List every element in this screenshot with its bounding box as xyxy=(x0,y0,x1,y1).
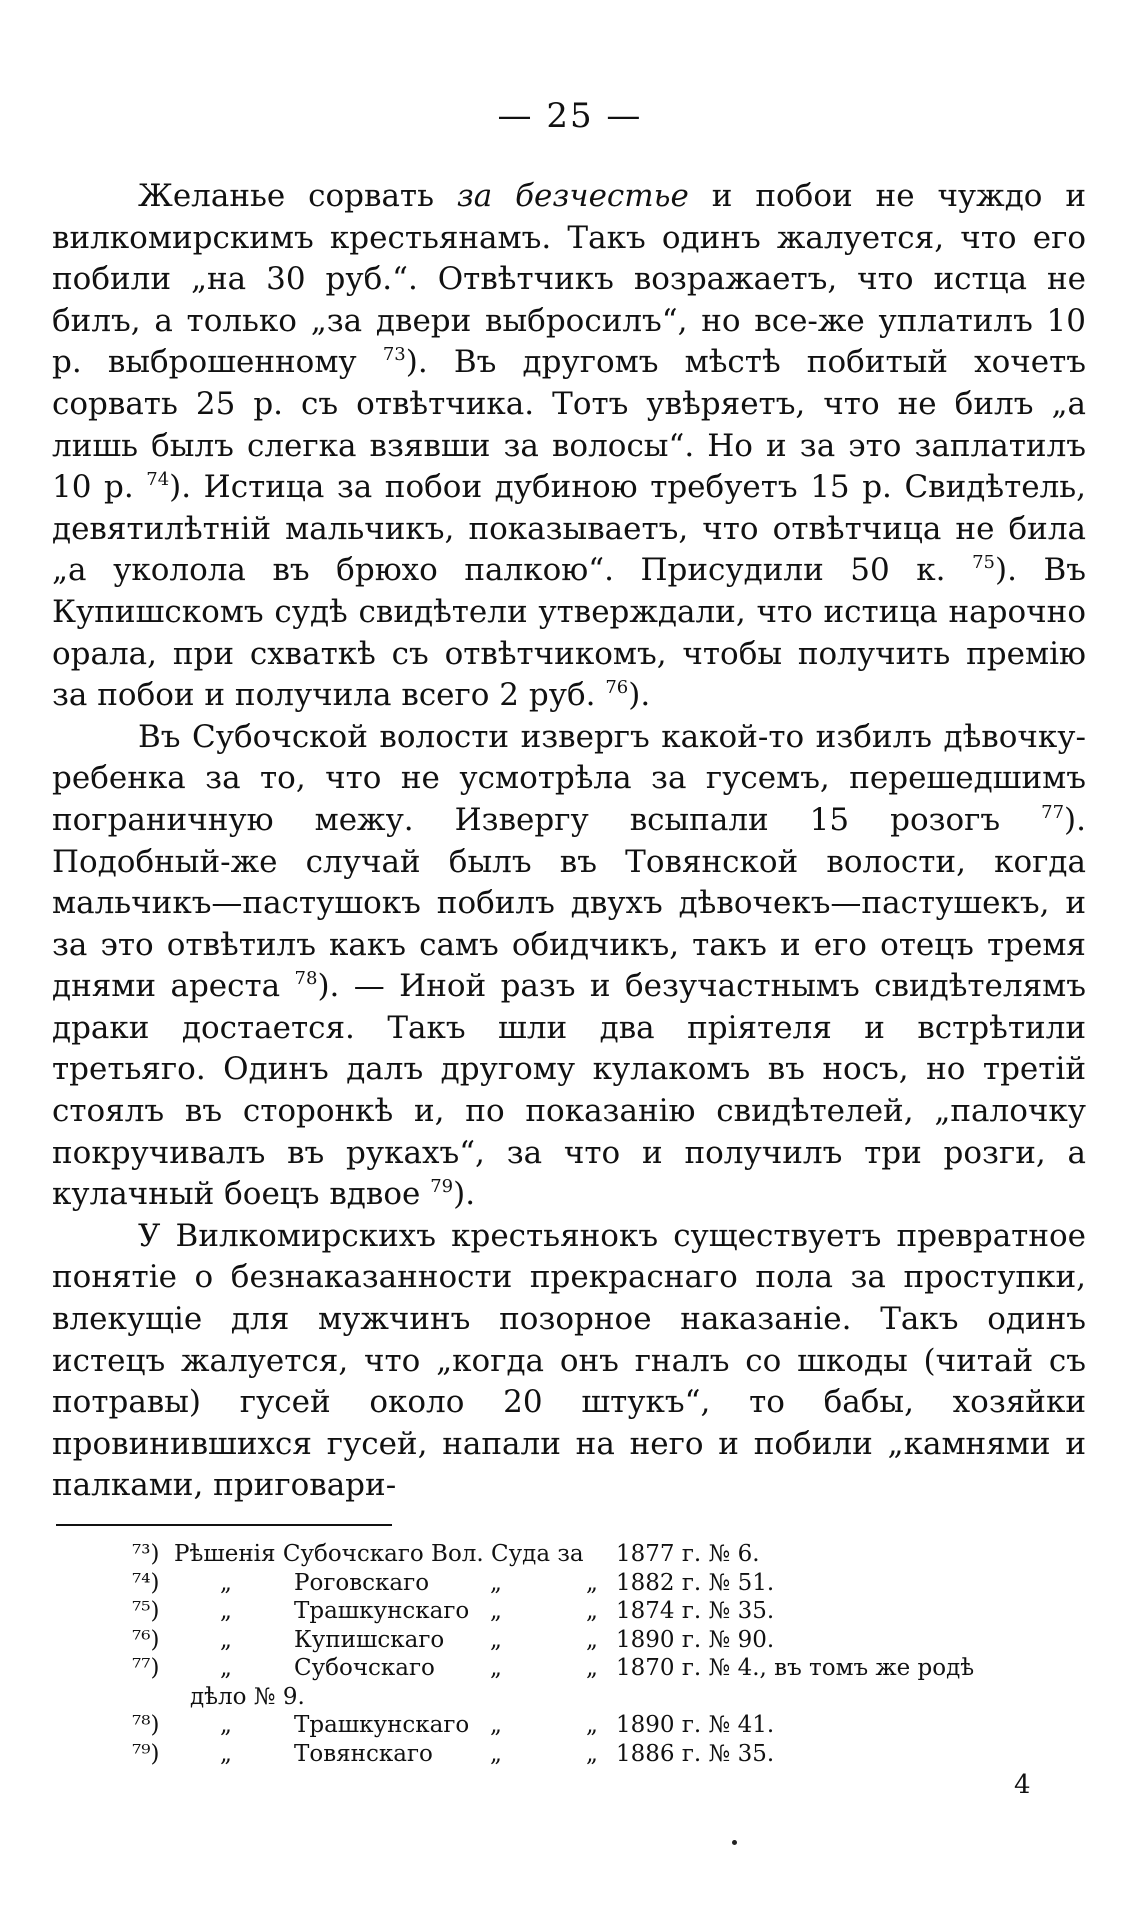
signature-mark: 4 xyxy=(1014,1770,1031,1800)
ditto-mark: „ xyxy=(586,1655,598,1681)
ditto-mark: „ xyxy=(586,1626,598,1653)
text-run: и побои не чуждо и вилкомирскимъ крестьянамъ. Такъ одинъ жалуется, что его побили „на 30 руб.“. Отвѣтчикъ возражаетъ, что истца не билъ, а только „за двери выбросилъ“, но все-же уплатилъ 10 р. выброшенному xyxy=(52,178,1086,381)
footnote-court-name: Субочскаго xyxy=(294,1655,435,1681)
footnote-ref: 75 xyxy=(972,552,995,574)
footnote-ref: 73 xyxy=(382,344,406,366)
footnote-item xyxy=(50,1711,1060,1740)
footnote-case: 1882 г. № 51. xyxy=(616,1569,775,1596)
ditto-mark: „ xyxy=(490,1598,502,1624)
footnote-case: 1890 г. № 41. xyxy=(616,1712,775,1738)
footnote-item xyxy=(50,1740,1060,1769)
footnote-number: ⁷⁷) xyxy=(132,1655,160,1681)
footnote-number: ⁷³) xyxy=(132,1541,160,1567)
ditto-mark: „ xyxy=(586,1569,598,1596)
text-run: ). xyxy=(453,1176,476,1213)
text-run: ). Въ другомъ мѣстѣ побитый хочетъ сорвать 25 р. съ отвѣтчика. Тотъ увѣряетъ, что не билъ „а лишь былъ слегка взявши за волосы“. Но и за это заплатилъ 10 р. xyxy=(52,344,1086,506)
text-run: ). — Иной разъ и безучастнымъ свидѣтелямъ драки достается. Такъ шли два пріятеля и встрѣтили третьяго. Одинъ далъ другому кулакомъ въ носъ, но третій стоялъ въ сторонкѣ и, по показанію свидѣтелей, „палочку покручивалъ въ рукахъ“, за что и получилъ три розги, а кулачный боецъ вдвое xyxy=(52,968,1086,1213)
footnote-number: ⁷⁸) xyxy=(132,1712,160,1738)
footnote-court-name: Трашкунскаго xyxy=(294,1712,470,1738)
footnotes xyxy=(50,1540,1060,1768)
footnote-court-name: Роговскаго xyxy=(294,1569,430,1596)
ditto-mark: „ xyxy=(586,1712,598,1738)
footnote-item xyxy=(50,1654,1060,1683)
ditto-mark: „ xyxy=(490,1655,502,1681)
footnote-item xyxy=(50,1569,1060,1598)
footnote-number: ⁷⁵) xyxy=(132,1598,160,1624)
footnote-case: 1886 г. № 35. xyxy=(616,1740,775,1767)
footnote-case: 1874 г. № 35. xyxy=(616,1598,775,1624)
footnote-case: 1877 г. № 6. xyxy=(616,1541,760,1567)
footnote-number: ⁷⁹) xyxy=(132,1740,160,1767)
footnote-number: ⁷⁶) xyxy=(132,1626,160,1653)
emphasis-text: за безчестье xyxy=(456,178,689,214)
ditto-mark: „ xyxy=(220,1569,232,1596)
ditto-mark: „ xyxy=(586,1598,598,1624)
ditto-mark: „ xyxy=(490,1712,502,1738)
ditto-mark: „ xyxy=(220,1712,232,1738)
footnote-court-name: Трашкунскаго xyxy=(294,1598,470,1624)
footnote-item xyxy=(50,1626,1060,1655)
ditto-mark: „ xyxy=(220,1626,232,1653)
footnote-item xyxy=(50,1540,1060,1569)
footnote-case: 1890 г. № 90. xyxy=(616,1626,775,1653)
text-run: ). xyxy=(628,677,651,714)
text-run: Въ Субочской волости извергъ какой-то избилъ дѣвочку-ребенка за то, что не усмотрѣла за гусемъ, перешедшимъ пограничную межу. Извергу всыпали 15 розогъ xyxy=(52,718,1086,838)
text-run: ). Подобный-же случай былъ въ Товянской волости, когда мальчикъ—пастушокъ побилъ двухъ дѣвочекъ—пастушекъ, и за это отвѣтилъ какъ самъ обидчикъ, такъ и его отецъ тремя днями ареста xyxy=(52,801,1086,1005)
page-number: — 25 — xyxy=(497,96,643,136)
footnote-continuation: дѣло № 9. xyxy=(190,1683,305,1710)
footnote-court: Рѣшенія Субочскаго Вол. Суда за xyxy=(174,1541,584,1567)
text-run: У Вилкомирскихъ крестьянокъ существуетъ превратное понятіе о безнаказанности прекраснаго пола за проступки, влекущіе для мужчинъ позорное наказаніе. Такъ одинъ истецъ жалуется, что „когда онъ гналъ со шкоды (читай съ потравы) гусей около 20 штукъ“, то бабы, хозяйки провинившихся гусей, напали на него и побили „камнями и палками, приговари- xyxy=(52,1217,1086,1504)
print-speck xyxy=(732,1840,737,1845)
footnote-item xyxy=(50,1683,1060,1712)
footnote-ref: 77 xyxy=(1041,801,1065,823)
paragraph xyxy=(52,717,1086,1216)
footnote-ref: 79 xyxy=(430,1176,454,1198)
text-run: Желанье сорвать xyxy=(138,178,457,214)
footnote-item xyxy=(50,1597,1060,1626)
footnote-court-name: Товянскаго xyxy=(294,1740,433,1767)
ditto-mark: „ xyxy=(490,1569,502,1596)
paragraph xyxy=(52,1216,1086,1507)
paragraph xyxy=(52,176,1086,717)
footnote-ref: 78 xyxy=(294,968,318,990)
footnote-divider xyxy=(56,1524,392,1526)
ditto-mark: „ xyxy=(220,1598,232,1624)
ditto-mark: „ xyxy=(490,1740,502,1767)
text-run: ). Истица за побои дубиною требуетъ 15 р. Свидѣтель, девятилѣтній мальчикъ, показываетъ, что отвѣтчица не била „а уколола въ брюхо палкою“. Присудили 50 к. xyxy=(52,469,1087,589)
footnote-ref: 74 xyxy=(146,469,170,491)
footnote-ref: 76 xyxy=(605,677,629,699)
footnote-number: ⁷⁴) xyxy=(132,1569,160,1596)
footnote-case: 1870 г. № 4., въ томъ же родѣ xyxy=(616,1655,975,1681)
ditto-mark: „ xyxy=(220,1740,232,1767)
footnote-court-name: Купишскаго xyxy=(294,1626,445,1653)
ditto-mark: „ xyxy=(490,1626,502,1653)
text-run: ). Въ Купишскомъ судѣ свидѣтели утверждали, что истица нарочно орала, при схваткѣ съ отвѣтчикомъ, чтобы получить премію за побои и получила всего 2 руб. xyxy=(52,552,1086,714)
ditto-mark: „ xyxy=(586,1740,598,1767)
main-text xyxy=(52,176,1086,1507)
ditto-mark: „ xyxy=(220,1655,232,1681)
